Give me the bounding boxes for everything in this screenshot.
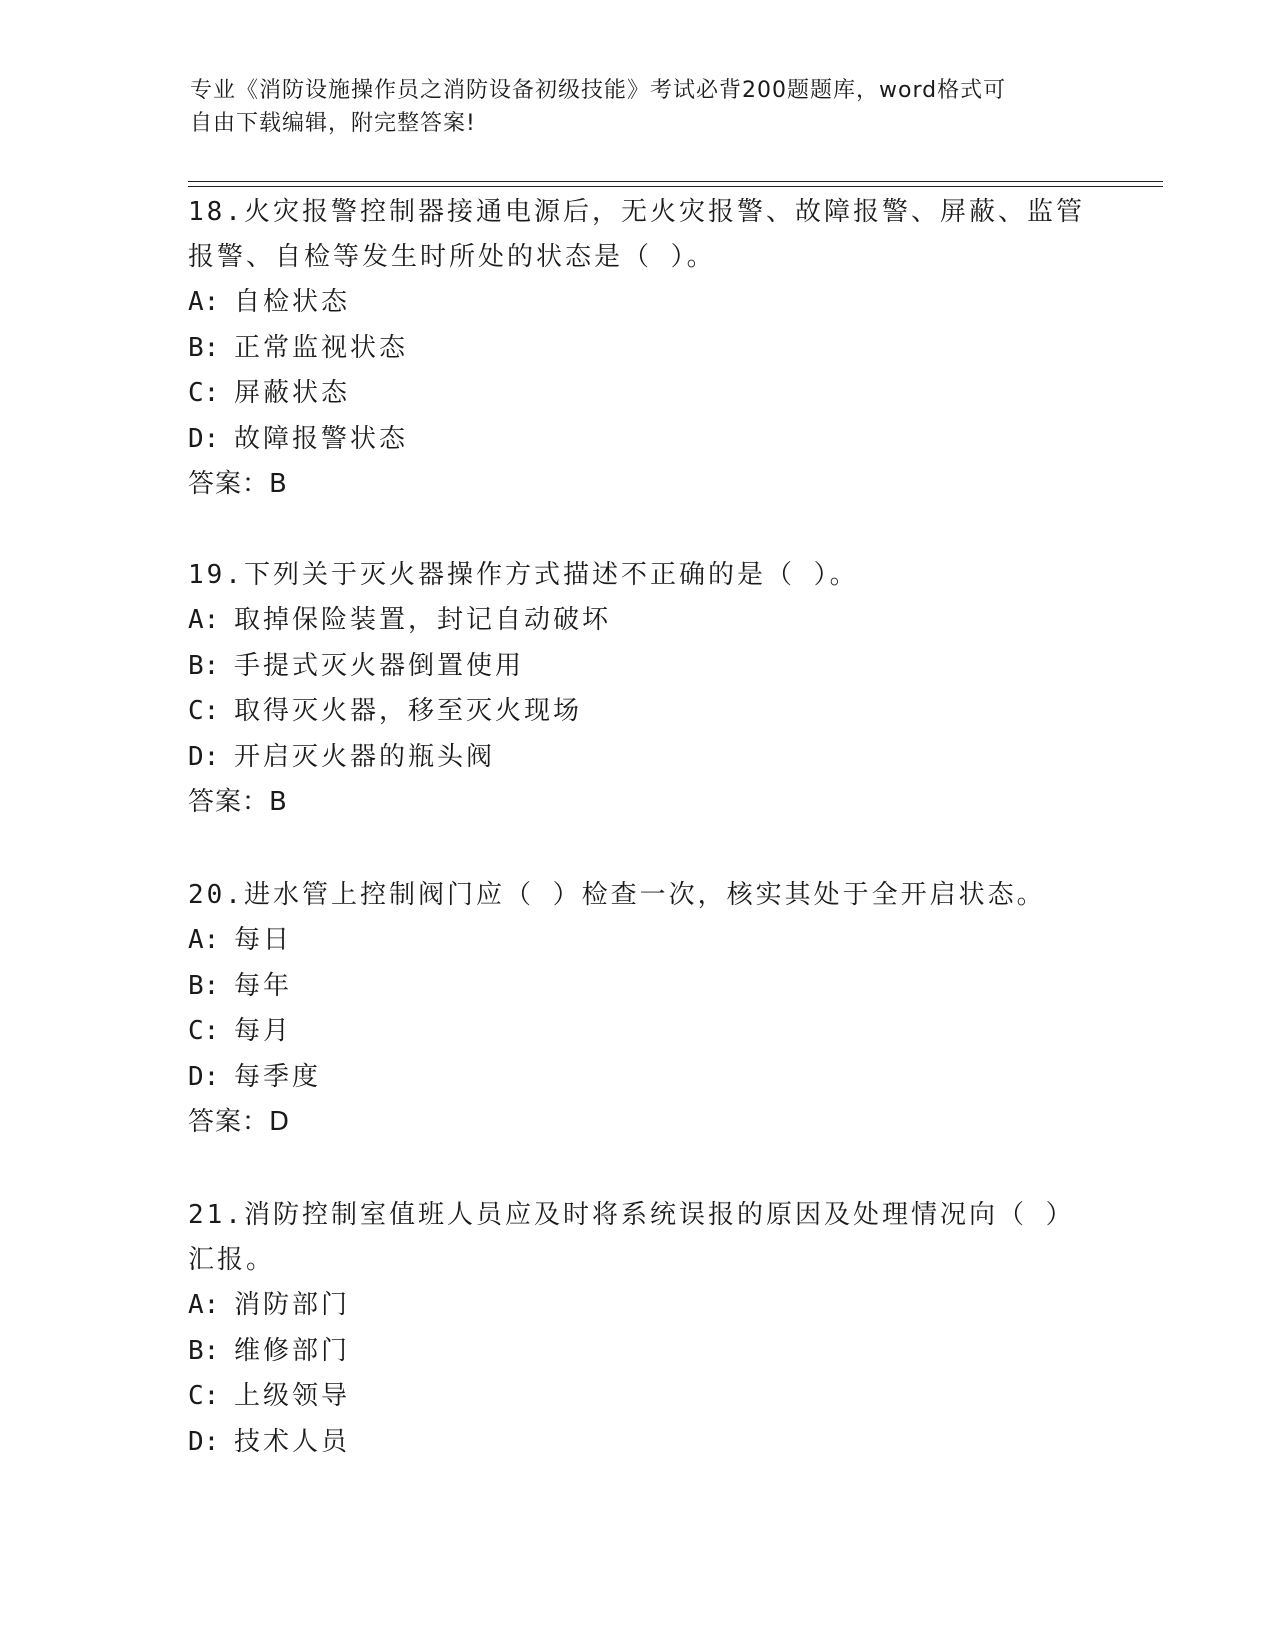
question-stem-line: 19.下列关于灭火器操作方式描述不正确的是（ ）。 bbox=[188, 560, 859, 590]
option-text: 每月 bbox=[234, 1016, 293, 1046]
option-text: 维修部门 bbox=[234, 1335, 351, 1366]
question-21 bbox=[188, 1193, 1088, 1465]
question-18 bbox=[188, 190, 1088, 507]
option-c bbox=[188, 371, 1088, 417]
header-line-1: 专业《消防设施操作员之消防设备初级技能》考试必背200题题库，word格式可 bbox=[190, 78, 1007, 103]
option-letter: A: bbox=[188, 287, 220, 317]
option-b bbox=[188, 964, 1088, 1010]
question-19 bbox=[188, 553, 1088, 825]
header-divider-top bbox=[188, 181, 1163, 182]
question-stem-line: 20.进水管上控制阀门应（ ）检查一次，核实其处于全开启状态。 bbox=[188, 880, 1046, 910]
option-letter: D: bbox=[188, 741, 220, 772]
option-letter: D: bbox=[188, 1061, 220, 1092]
option-a bbox=[188, 918, 1088, 964]
option-letter: A: bbox=[188, 605, 220, 635]
option-letter: B: bbox=[188, 970, 220, 1001]
option-d bbox=[188, 417, 1088, 463]
option-letter: C: bbox=[188, 378, 220, 408]
question-stem-line: 报警、自检等发生时所处的状态是（ ）。 bbox=[188, 242, 716, 272]
option-text: 消防部门 bbox=[234, 1290, 351, 1320]
option-letter: C: bbox=[188, 1016, 220, 1046]
option-text: 每季度 bbox=[234, 1061, 322, 1092]
option-a bbox=[188, 598, 1088, 644]
document-header bbox=[190, 74, 1090, 140]
option-d bbox=[188, 1055, 1088, 1101]
option-text: 每日 bbox=[234, 925, 293, 955]
option-text: 取掉保险装置，封记自动破坏 bbox=[234, 605, 612, 635]
question-stem-line: 汇报。 bbox=[188, 1245, 276, 1275]
option-text: 自检状态 bbox=[234, 287, 351, 317]
option-letter: A: bbox=[188, 1290, 220, 1320]
option-text: 技术人员 bbox=[234, 1426, 351, 1457]
option-text: 开启灭火器的瓶头阀 bbox=[234, 741, 496, 772]
header-divider-bottom bbox=[188, 186, 1163, 187]
option-b bbox=[188, 644, 1088, 690]
option-text: 屏蔽状态 bbox=[234, 378, 351, 408]
option-d bbox=[188, 735, 1088, 781]
option-text: 每年 bbox=[234, 970, 293, 1001]
option-c bbox=[188, 689, 1088, 735]
option-letter: A: bbox=[188, 925, 220, 955]
question-stem-line: 18.火灾报警控制器接通电源后，无火灾报警、故障报警、屏蔽、监管 bbox=[188, 197, 1085, 227]
option-letter: B: bbox=[188, 650, 220, 681]
option-text: 取得灭火器，移至灭火现场 bbox=[234, 696, 583, 726]
option-text: 正常监视状态 bbox=[234, 332, 409, 363]
option-d bbox=[188, 1420, 1088, 1466]
option-letter: B: bbox=[188, 332, 220, 363]
question-stem-line: 21.消防控制室值班人员应及时将系统误报的原因及处理情况向（ ） bbox=[188, 1200, 1075, 1230]
option-b bbox=[188, 326, 1088, 372]
answer-line: 答案：B bbox=[188, 787, 288, 817]
header-line-2: 自由下载编辑，附完整答案! bbox=[190, 111, 476, 136]
option-text: 手提式灭火器倒置使用 bbox=[234, 650, 525, 681]
option-a bbox=[188, 1283, 1088, 1329]
option-b bbox=[188, 1329, 1088, 1375]
answer-line: 答案：D bbox=[188, 1107, 291, 1137]
option-c bbox=[188, 1374, 1088, 1420]
option-text: 故障报警状态 bbox=[234, 423, 409, 454]
option-text: 上级领导 bbox=[234, 1381, 351, 1411]
option-c bbox=[188, 1009, 1088, 1055]
question-20 bbox=[188, 873, 1088, 1145]
answer-line: 答案：B bbox=[188, 469, 288, 499]
option-letter: D: bbox=[188, 423, 220, 454]
option-letter: D: bbox=[188, 1426, 220, 1457]
option-letter: C: bbox=[188, 1381, 220, 1411]
option-letter: B: bbox=[188, 1335, 220, 1366]
option-letter: C: bbox=[188, 696, 220, 726]
option-a bbox=[188, 280, 1088, 326]
